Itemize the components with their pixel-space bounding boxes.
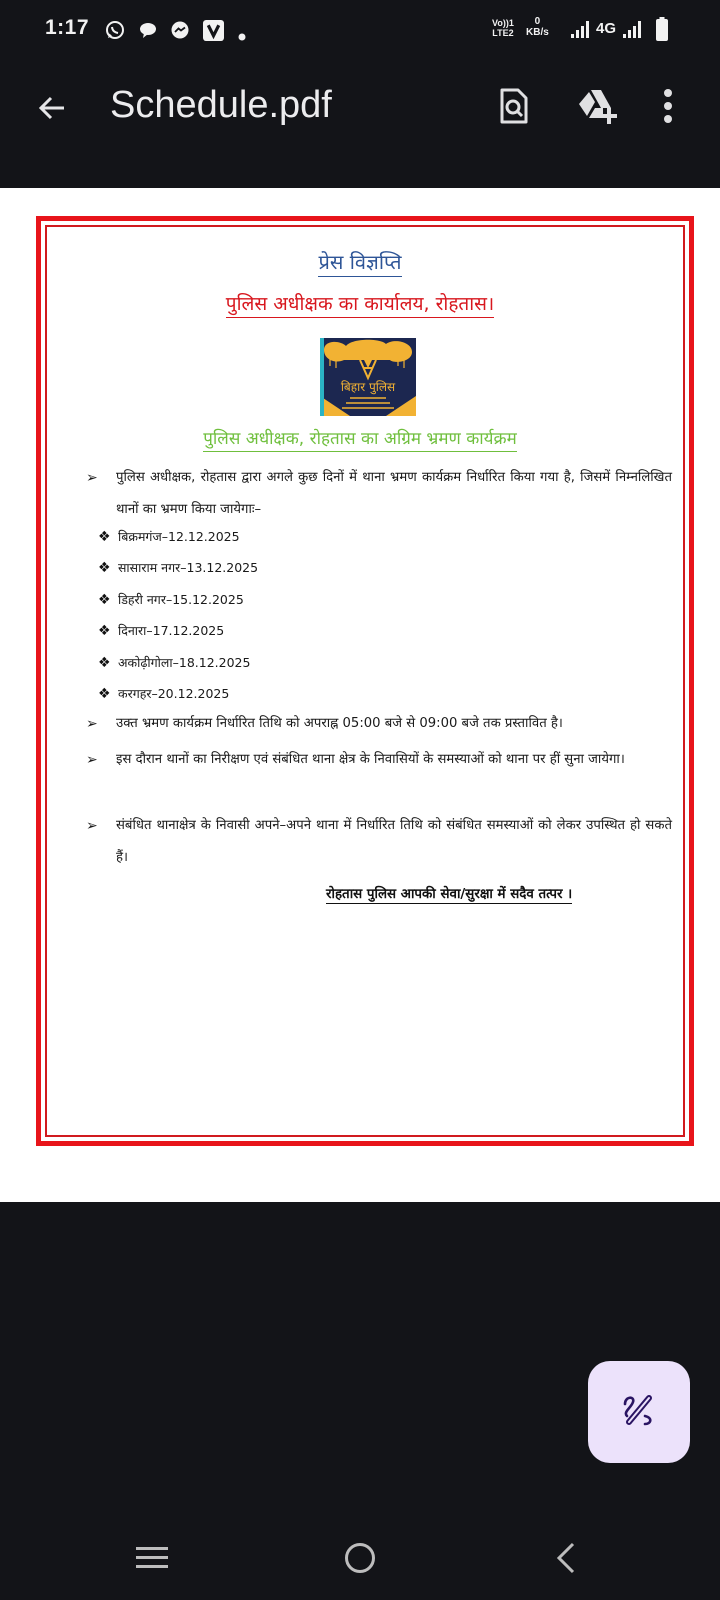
dot-icon [238,26,246,34]
visit-list-item: ❖ अकोढ़ीगोला–18.12.2025 [98,652,250,674]
draw-annotate-icon [619,1390,659,1434]
system-back-button[interactable] [536,1538,596,1582]
annotate-button[interactable] [588,1361,690,1463]
signature-line: रोहतास पुलिस आपकी सेवा/सुरक्षा में सदैव तत्पर । [326,887,573,902]
document-content [0,188,720,1202]
pdf-page[interactable] [0,188,720,1202]
home-button[interactable] [330,1538,390,1582]
drive-add-icon [577,88,619,128]
app-bar [0,60,720,188]
status-bar [0,0,720,60]
recents-button[interactable] [122,1538,182,1582]
data-speed: 0 KB/s [526,16,549,38]
inspection-paragraph: ➢ इस दौरान थानों का निरीक्षण एवं संबंधित थाना क्षेत्र के निवासियों के समस्याओं को थाना पर हीं सुना जायेगा। [96,744,672,776]
more-vert-icon [662,88,674,128]
bihar-police-logo [320,338,416,416]
diamond-bullet-icon: ❖ [98,623,111,639]
press-release-heading: प्रेस विज्ञप्ति [0,248,720,275]
diamond-bullet-icon: ❖ [98,560,111,576]
office-heading: पुलिस अधीक्षक का कार्यालय, रोहतास। [0,290,720,316]
arrow-back-icon [36,92,68,128]
diamond-bullet-icon: ❖ [98,529,111,545]
residents-paragraph: ➢ संबंधित थानाक्षेत्र के निवासी अपने–अपने थाना में निर्धारित तिथि को संबंधित समस्याओं को लेकर उपस्थित हो सकते हैं। [96,810,672,874]
banyan-tree-emblem-icon [320,338,416,416]
back-button[interactable] [30,88,74,132]
battery-icon [656,17,668,41]
back-icon [554,1541,578,1579]
find-in-page-button[interactable] [492,86,536,130]
signal-icon [622,19,642,39]
intro-paragraph: ➢ पुलिस अधीक्षक, रोहतास द्वारा अगले कुछ दिनों में थाना भ्रमण कार्यक्रम निर्धारित किया गया है, जिसमें निम्नलिखित थानों का भ्रमण किया जायेगाः– [96,462,672,526]
arrow-bullet-icon: ➢ [86,818,98,834]
visit-list-item: ❖ दिनारा–17.12.2025 [98,620,224,642]
more-options-button[interactable] [646,86,690,130]
document-title: Schedule.pdf [110,84,332,126]
diamond-bullet-icon: ❖ [98,686,111,702]
messenger-icon [170,20,190,40]
visit-list-item: ❖ डिहरी नगर–15.12.2025 [98,589,244,611]
visit-list-item: ❖ बिक्रमगंज–12.12.2025 [98,526,240,548]
clock: 1:17 [45,16,90,39]
visit-list-item: ❖ सासाराम नगर–13.12.2025 [98,557,258,579]
find-in-page-icon [498,88,530,128]
diamond-bullet-icon: ❖ [98,592,111,608]
arrow-bullet-icon: ➢ [86,470,98,486]
whatsapp-icon [105,20,125,40]
arrow-bullet-icon: ➢ [86,752,98,768]
svg-text:बिहार पुलिस: बिहार पुलिस [340,380,396,394]
arrow-bullet-icon: ➢ [86,716,98,732]
volte-indicator: Vo))1 LTE2 [492,18,514,38]
save-to-drive-button[interactable] [576,86,620,130]
program-heading: पुलिस अधीक्षक, रोहतास का अग्रिम भ्रमण कार्यक्रम [0,426,720,449]
system-navigation-bar [0,1500,720,1600]
visit-list-item: ❖ करगहर–20.12.2025 [98,683,229,705]
recents-icon [135,1544,169,1576]
signal-icon [570,19,590,39]
home-icon [343,1541,377,1579]
diamond-bullet-icon: ❖ [98,655,111,671]
v-app-icon [203,20,223,40]
time-paragraph: ➢ उक्त भ्रमण कार्यक्रम निर्धारित तिथि को अपराह्न 05:00 बजे से 09:00 बजे तक प्रस्तावित है। [96,708,672,740]
network-type: 4G [596,20,617,37]
chat-bubble-icon [138,20,158,40]
